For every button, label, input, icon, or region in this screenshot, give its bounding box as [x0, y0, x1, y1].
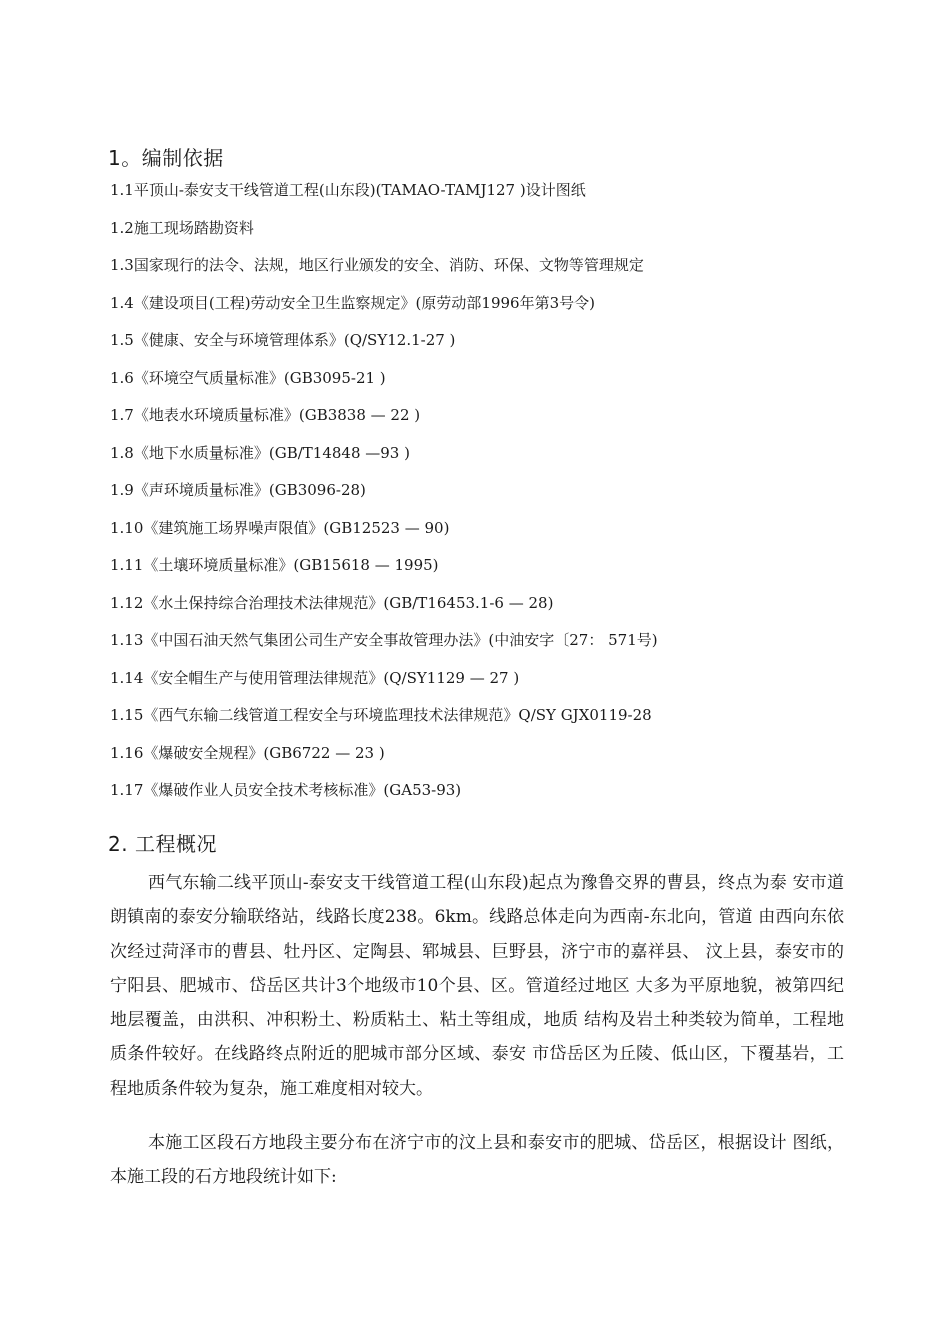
- reference-item: 1.7《地表水环境质量标准》(GB3838 — 22 ): [110, 406, 421, 424]
- rock-section-paragraph: 本施工区段石方地段主要分布在济宁市的汶上县和泰安市的肥城、岱岳区，根据设计 图纸，本施工段的石方地段统计如下:: [110, 1133, 844, 1188]
- reference-item: 1.8《地下水质量标准》(GB/T14848 —93 ): [110, 443, 410, 462]
- reference-item: 1.3国家现行的法令、法规，地区行业颁发的安全、消防、环保、文物等管理规定: [110, 256, 644, 274]
- reference-item: 1.10《建筑施工场界噪声限值》(GB12523 — 90): [110, 518, 450, 537]
- reference-item: 1.2施工现场踏勘资料: [110, 218, 254, 237]
- reference-item: 1.16《爆破安全规程》(GB6722 — 23 ): [110, 743, 385, 762]
- reference-item: 1.15《西气东输二线管道工程安全与环境监理技术法律规范》Q/SY GJX0119-28: [110, 706, 652, 724]
- overview-paragraph: 西气东输二线平顶山-泰安支干线管道工程(山东段)起点为豫鲁交界的曹县，终点为泰 安市道朗镇南的泰安分输联络站，线路长度238。6km。线路总体走向为西南-东北向，管道 由西向东依次经过菏泽市的曹县、牡丹区、定陶县、郓城县、巨野县，济宁市的嘉祥县、 汶上县，泰安市的宁阳县、肥城市、岱岳区共计3个地级市10个县、区。管道经过地区 大多为平原地貌，被第四纪地层覆盖，由洪积、冲积粉土、粉质粘土、粘土等组成，地质 结构及岩土种类较为简单，工程地质条件较好。在线路终点附近的肥城市部分区域、泰安 市岱岳区为丘陵、低山区，下覆基岩，工程地质条件较为复杂，施工难度相对较大。: [110, 873, 844, 1099]
- reference-item: 1.6《环境空气质量标准》(GB3095-21 ): [110, 368, 386, 387]
- reference-item: 1.14《安全帽生产与使用管理法律规范》(Q/SY1129 — 27 ): [110, 668, 520, 687]
- section-1-heading: 1。编制依据: [108, 146, 224, 170]
- reference-item: 1.13《中国石油天然气集团公司生产安全事故管理办法》(中油安字〔27： 571号): [110, 631, 658, 649]
- reference-item: 1.9《声环境质量标准》(GB3096-28): [110, 481, 366, 499]
- reference-item: 1.5《健康、安全与环境管理体系》(Q/SY12.1-27 ): [110, 331, 456, 349]
- section-2-heading: 2. 工程概况: [108, 832, 217, 856]
- reference-item: 1.4《建设项目(工程)劳动安全卫生监察规定》(原劳动部1996年第3号令): [110, 293, 595, 312]
- reference-list: [110, 178, 658, 816]
- reference-item: 1.17《爆破作业人员安全技术考核标准》(GA53-93): [110, 781, 462, 799]
- reference-item: 1.12《水土保持综合治理技术法律规范》(GB/T16453.1-6 — 28): [110, 593, 554, 612]
- reference-item: 1.11《土壤环境质量标准》(GB15618 — 1995): [110, 556, 439, 574]
- reference-item: 1.1平顶山-泰安支干线管道工程(山东段)(TAMAO-TAMJ127 )设计图纸: [110, 181, 586, 199]
